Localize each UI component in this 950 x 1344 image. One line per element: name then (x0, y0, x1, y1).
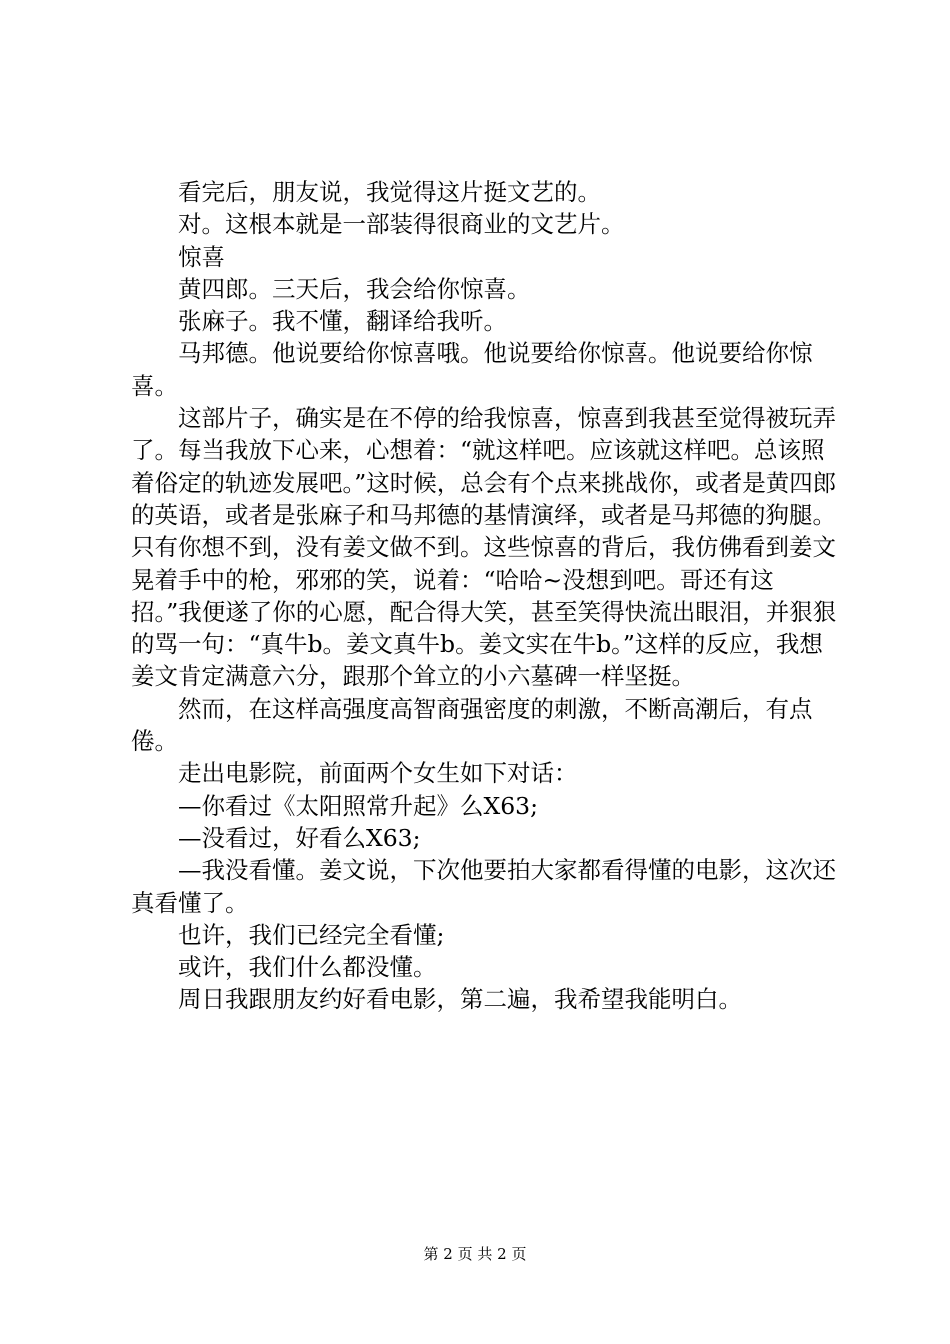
paragraph: 对。这根本就是一部装得很商业的文艺片。 (178, 210, 625, 239)
dialogue-line: —我没看懂。姜文说，下次他要拍大家都看得懂的电影，这次还真看懂了。 (131, 856, 836, 917)
paragraph: 马邦德。他说要给你惊喜哦。他说要给你惊喜。他说要给你惊喜。 (131, 339, 813, 400)
dialogue-line: —没看过，好看么X63; (178, 823, 421, 852)
paragraph: 这部片子，确实是在不停的给我惊喜，惊喜到我甚至觉得被玩弄了。每当我放下心来，心想着：“就这样吧。应该就这样吧。总该照着俗定的轨迹发展吧。”这时候，总会有个点来挑战你，或者是黄四郎的英语，或者是张麻子和马邦德的基情演绎，或者是马邦德的狗腿。只有你想不到，没有姜文做不到。这些惊喜的背后，我仿佛看到姜文晃着手中的枪，邪邪的笑，说着：“哈哈~没想到吧。哥还有这招。”我便遂了你的心愿，配合得大笑，甚至笑得快流出眼泪，并狠狠的骂一句：“真牛b。姜文真牛b。姜文实在牛b。”这样的反应，我想姜文肯定满意六分，跟那个耸立的小六墓碑一样坚挺。 (131, 404, 837, 691)
paragraph: 走出电影院，前面两个女生如下对话： (178, 759, 578, 788)
paragraph: 看完后，朋友说，我觉得这片挺文艺的。 (178, 178, 601, 206)
paragraph: 或许，我们什么都没懂。 (178, 953, 437, 982)
dialogue-line: —你看过《太阳照常升起》么X63; (178, 791, 539, 820)
paragraph: 也许，我们已经完全看懂; (178, 920, 445, 949)
paragraph: 黄四郎。三天后，我会给你惊喜。 (178, 274, 531, 303)
paragraph: 周日我跟朋友约好看电影，第二遍，我希望我能明白。 (178, 985, 742, 1014)
paragraph: 张麻子。我不懂，翻译给我听。 (178, 307, 507, 336)
section-heading: 惊喜 (178, 242, 225, 271)
page-number-label: 第 2 页 共 2 页 (423, 1245, 527, 1263)
page-footer (0, 1244, 950, 1264)
document-body (131, 176, 837, 1016)
paragraph: 然而，在这样高强度高智商强密度的刺激，不断高潮后，有点倦。 (131, 694, 813, 756)
